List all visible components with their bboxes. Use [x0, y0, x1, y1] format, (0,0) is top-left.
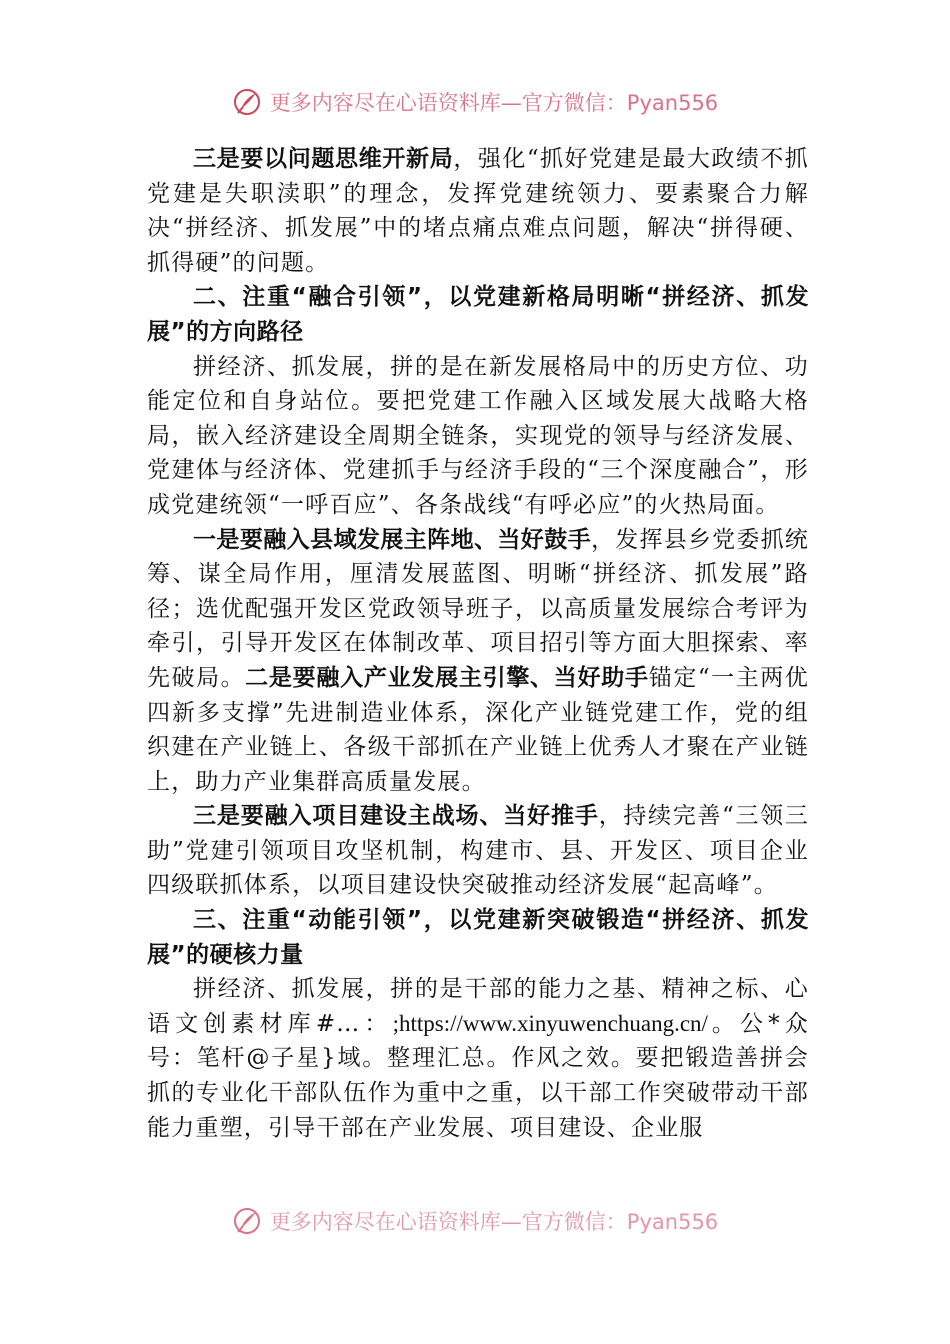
footer-watermark [0, 1203, 950, 1239]
header-watermark [0, 84, 950, 120]
paragraph-3-text-1: ，发挥县乡党委抓统筹、谋全局作用，厘清发展蓝图、明晰“拼经济、抓发展”路径；选优配强开发区党政领导班子，以高质量发展综合考评为牵引，引导开发区在体制改革、项目招引等方面大胆探索、率先破局。 [147, 526, 809, 691]
section-heading-3: 三、注重“动能引领”，以党建新突破锻造“拼经济、抓发展”的硬核力量 [147, 907, 809, 968]
document-body [147, 142, 809, 1145]
paragraph-4 [147, 799, 809, 903]
section-heading-2: 二、注重“融合引领”，以党建新格局明晰“拼经济、抓发展”的方向路径 [147, 284, 809, 345]
paragraph-5-text-b: 。公*众号：笔杆@子星}域。整理汇总。作风之效。要把锻造善拼会抓的专业化干部队伍作为重中之重，以干部工作突破带动干部能力重塑，引导干部在产业发展、项目建设、企业服 [147, 1010, 809, 1141]
paragraph-5 [147, 972, 809, 1145]
paragraph-5-text-a: 拼经济、抓发展，拼的是干部的能力之基、精神之标、心语文创素材库#…： [147, 976, 809, 1037]
paragraph-1 [147, 142, 809, 280]
header-watermark-text: 更多内容尽在心语资料库—官方微信：Pyan556 [269, 91, 719, 115]
paragraph-3-text-2: 锚定“一主两优四新多支撑”先进制造业体系，深化产业链党建工作，党的组织建在产业链上、各级干部抓在产业链上优秀人才聚在产业链上，助力产业集群高质量发展。 [147, 664, 809, 795]
paragraph-2: 拼经济、抓发展，拼的是在新发展格局中的历史方位、功能定位和自身站位。要把党建工作融入区域发展大战略大格局，嵌入经济建设全周期全链条，实现党的领导与经济发展、党建体与经济体、党建抓手与经济手段的“三个深度融合”，形成党建统领“一呼百应”、各条战线“有呼必应”的火热局面。 [147, 353, 809, 518]
paragraph-1-lead: 三是要以问题思维开新局 [193, 146, 454, 172]
paragraph-3-lead-2: 二是要融入产业发展主引擎、当好助手 [245, 664, 649, 691]
paragraph-3-lead-1: 一是要融入县域发展主阵地、当好鼓手 [193, 526, 592, 553]
paragraph-3 [147, 523, 809, 800]
paragraph-5-url: ;https://www.xinyuwenchuang.cn/ [392, 1010, 708, 1036]
feather-logo-icon [232, 87, 262, 117]
paragraph-4-lead: 三是要融入项目建设主战场、当好推手 [193, 803, 599, 830]
footer-watermark-text: 更多内容尽在心语资料库—官方微信：Pyan556 [269, 1210, 719, 1234]
feather-logo-icon [232, 1206, 262, 1236]
paragraph-4-text: ，持续完善“三领三助”党建引领项目攻坚机制，构建市、县、开发区、项目企业四级联抓体系，以项目建设快突破推动经济发展“起高峰”。 [147, 803, 809, 899]
paragraph-1-text: ，强化“抓好党建是最大政绩不抓党建是失职渎职”的理念，发挥党建统领力、要素聚合力解决“拼经济、抓发展”中的堵点痛点难点问题，解决“拼得硬、抓得硬”的问题。 [147, 146, 809, 276]
